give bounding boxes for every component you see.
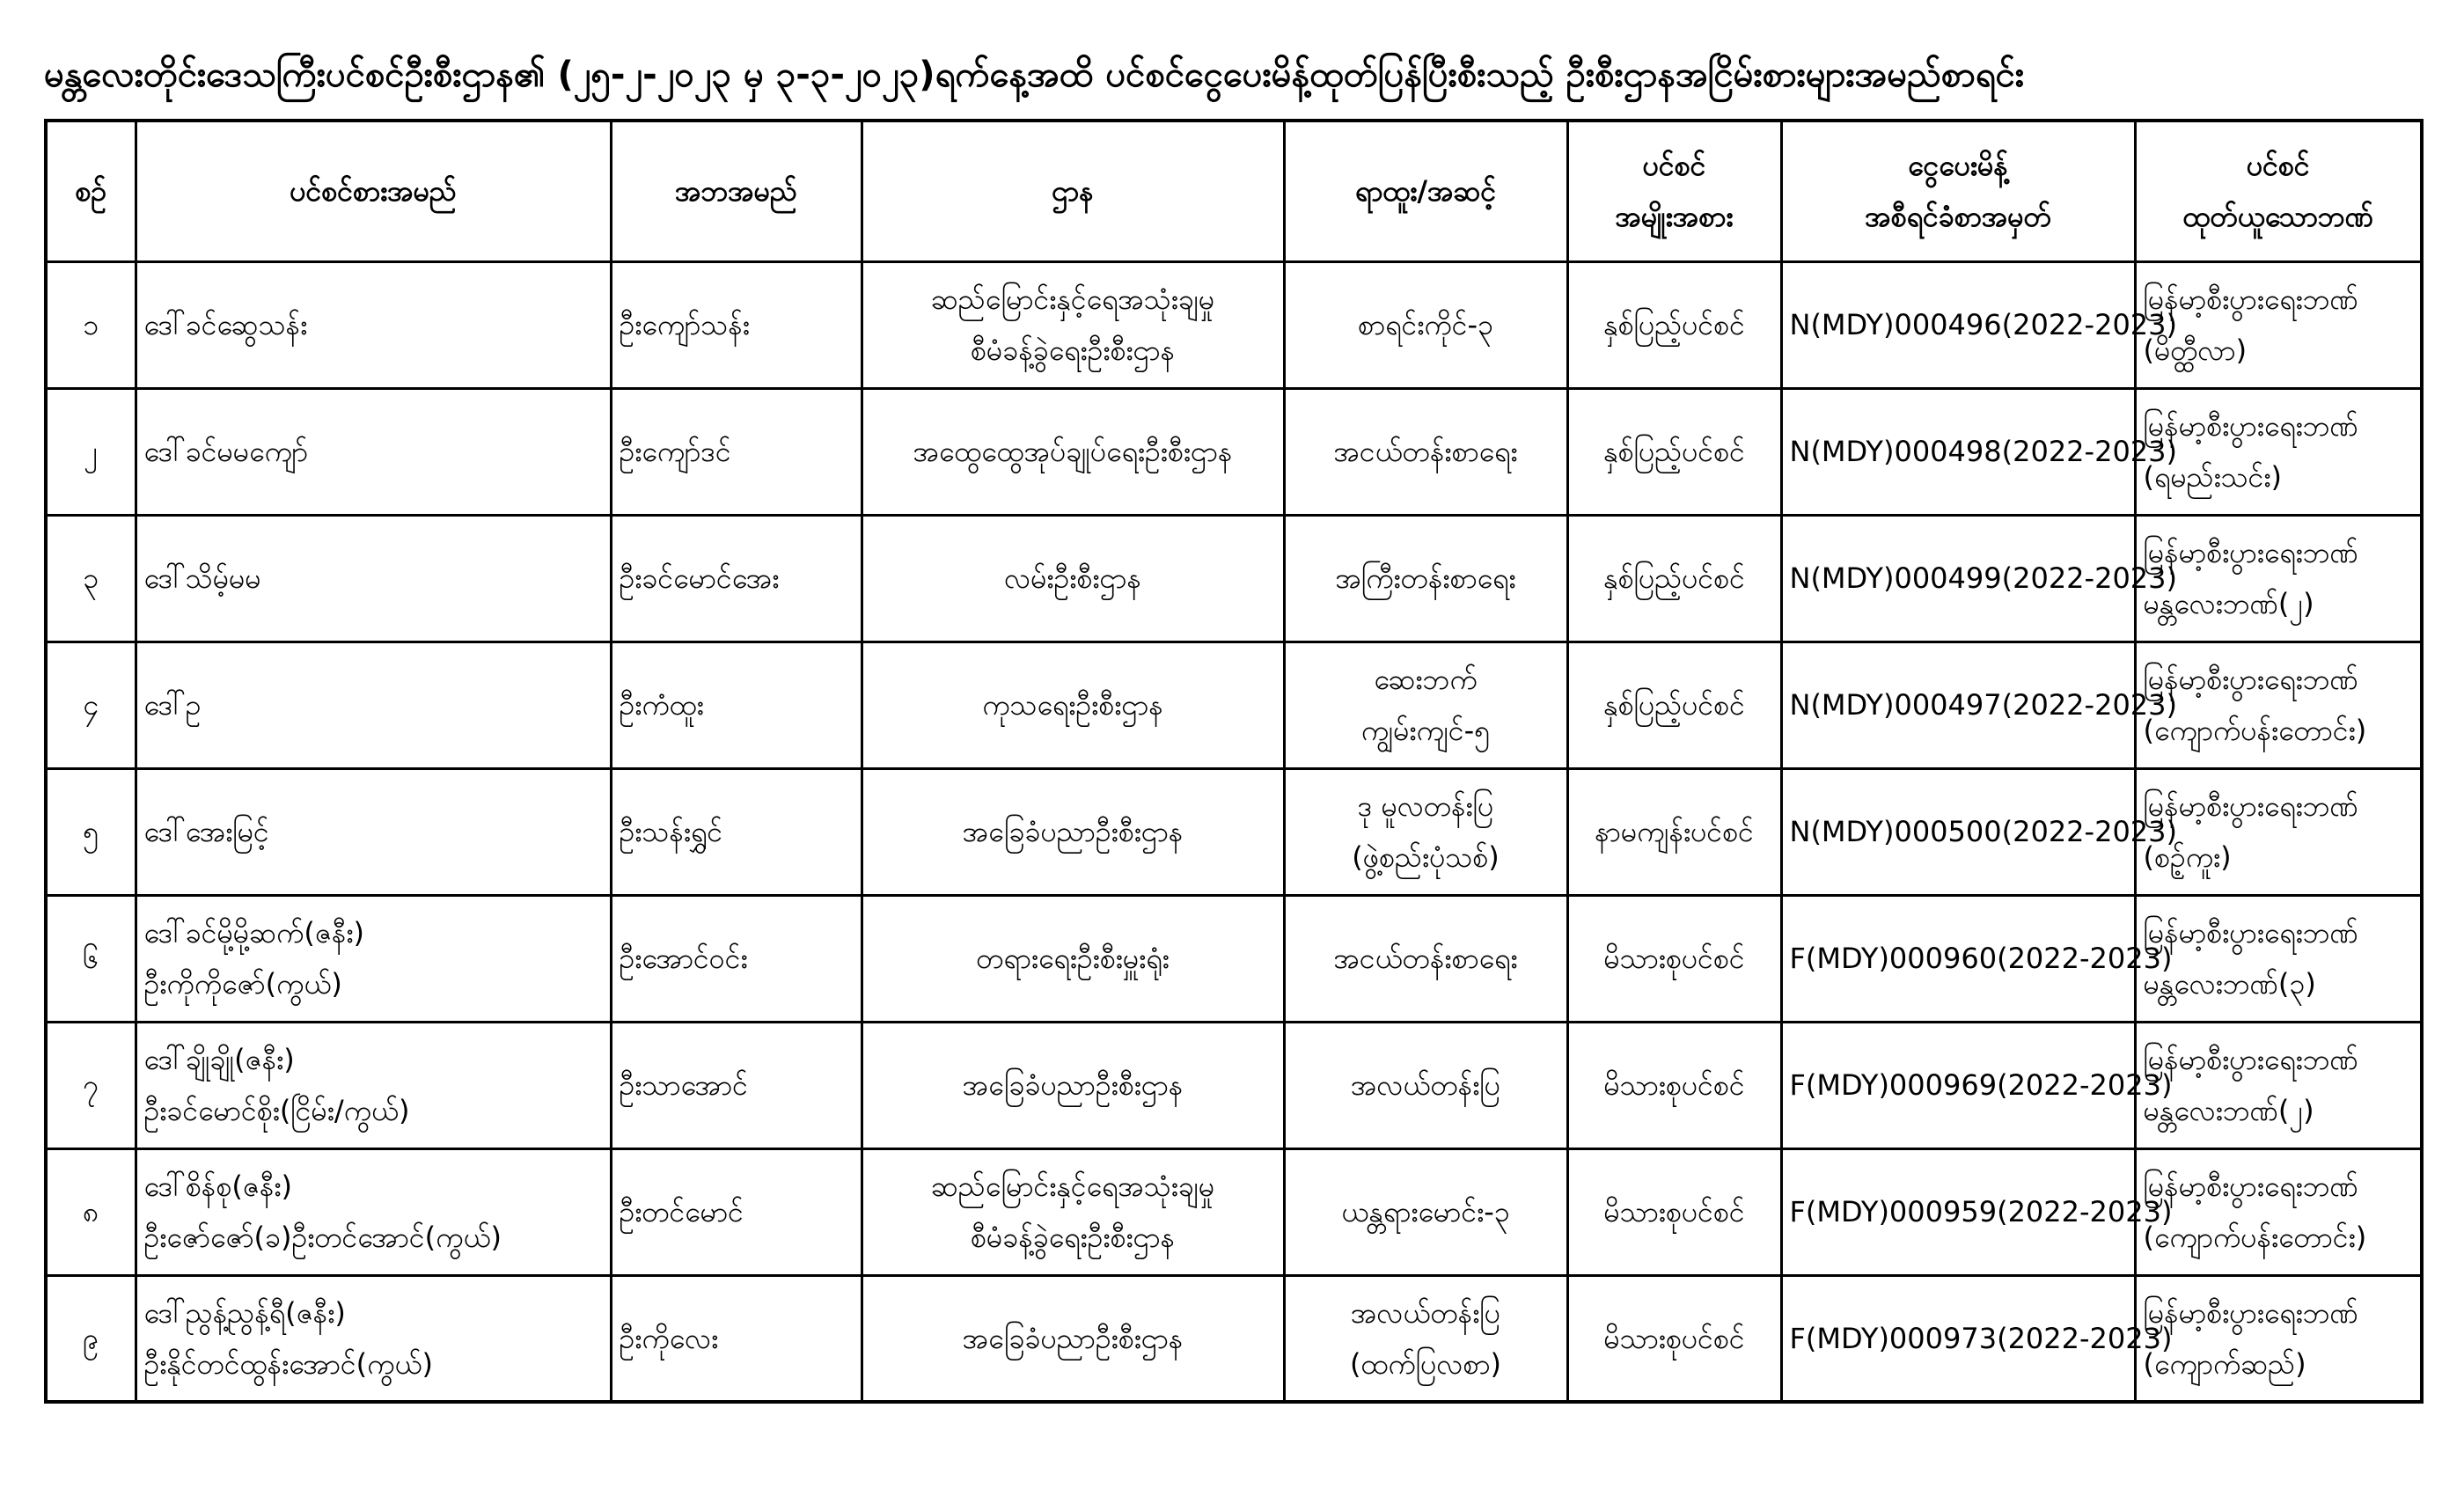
cell-dept <box>862 388 1284 515</box>
cell-code: N(MDY)000497(2022-2023) <box>1781 642 2135 768</box>
cell-bank-line2: (ကျောက်ပန်းတောင်း) <box>2143 1221 2367 1254</box>
cell-code: F(MDY)000969(2022-2023) <box>1781 1022 2135 1148</box>
cell-dept-line1: အခြေခံပညာဦးစီးဌာန <box>962 1321 1184 1355</box>
cell-name <box>136 261 611 388</box>
cell-bank-line1: မြန်မာ့စီးပွားရေးဘဏ် <box>2143 789 2358 823</box>
cell-bank-line2: (ရမည်းသင်း) <box>2143 460 2282 494</box>
cell-name <box>136 1275 611 1402</box>
header-dept: ဌာန <box>862 121 1284 261</box>
cell-bank <box>2135 895 2422 1022</box>
cell-rank-line1: စာရင်းကိုင်-၃ <box>1357 308 1493 341</box>
cell-father: ဦးသန်းရွှင် <box>611 768 862 895</box>
cell-type: နှစ်ပြည့်ပင်စင် <box>1567 642 1781 768</box>
cell-dept-line1: ဆည်မြောင်းနှင့်ရေအသုံးချမှု <box>930 1170 1215 1203</box>
cell-dept-line1: ဆည်မြောင်းနှင့်ရေအသုံးချမှု <box>930 282 1215 316</box>
cell-name-line1: ဒေါ်ခင်မို့မို့ဆက်(ဇနီး) <box>143 916 364 950</box>
cell-code: N(MDY)000496(2022-2023) <box>1781 261 2135 388</box>
cell-name-line2: ဦးခင်မောင်စိုး(ငြိမ်း/ကွယ်) <box>143 1094 410 1127</box>
cell-rank-line2: (ထက်ပြလစာ) <box>1350 1346 1501 1381</box>
cell-rank <box>1284 642 1567 768</box>
cell-type: နှစ်ပြည့်ပင်စင် <box>1567 261 1781 388</box>
cell-rank <box>1284 1275 1567 1402</box>
cell-type: နှစ်ပြည့်ပင်စင် <box>1567 388 1781 515</box>
cell-dept <box>862 1022 1284 1148</box>
cell-dept <box>862 1148 1284 1275</box>
cell-dept-line2: စီမံခန့်ခွဲရေးဦးစီးဌာန <box>970 334 1176 367</box>
cell-name-line1: ဒေါ်ခင်ဆွေသန်း <box>143 308 308 341</box>
cell-name-line1: ဒေါ်ညွန့်ညွန့်ရီ(ဇနီး) <box>143 1295 346 1330</box>
cell-bank-line2: မန္တလေးဘဏ်(၂) <box>2143 587 2314 620</box>
cell-rank-line1: အငယ်တန်းစာရေး <box>1333 942 1518 975</box>
cell-bank-line2: (စဉ့်ကူး) <box>2143 840 2232 874</box>
cell-bank-line1: မြန်မာ့စီးပွားရေးဘဏ် <box>2143 282 2358 316</box>
cell-code: N(MDY)000498(2022-2023) <box>1781 388 2135 515</box>
cell-father: ဦးကံထူး <box>611 642 862 768</box>
cell-name-line2: ဦးနိုင်တင်ထွန်းအောင်(ကွယ်) <box>143 1346 433 1381</box>
cell-name <box>136 1022 611 1148</box>
cell-bank-line2: မန္တလေးဘဏ်(၂) <box>2143 1094 2314 1127</box>
header-code-line1: ငွေပေးမိန့် <box>1908 149 2008 183</box>
table-row <box>46 642 2422 768</box>
cell-father: ဦးအောင်ဝင်း <box>611 895 862 1022</box>
cell-bank <box>2135 1022 2422 1148</box>
cell-dept-line1: လမ်းဦးစီးဌာန <box>1004 561 1141 595</box>
cell-rank-line1: အလယ်တန်းပြ <box>1351 1068 1500 1102</box>
cell-rank <box>1284 1148 1567 1275</box>
cell-dept <box>862 515 1284 642</box>
header-code-line2: အစီရင်ခံစာအမှတ် <box>1865 200 2051 234</box>
cell-name-line1: ဒေါ်စိန်စု(ဇနီး) <box>143 1170 292 1203</box>
header-no: စဉ် <box>46 121 136 261</box>
cell-type: နာမကျန်းပင်စင် <box>1567 768 1781 895</box>
cell-bank-line1: မြန်မာ့စီးပွားရေးဘဏ် <box>2143 536 2358 569</box>
header-name: ပင်စင်စားအမည် <box>136 121 611 261</box>
cell-bank-line2: (ကျောက်ပန်းတောင်း) <box>2143 714 2367 747</box>
cell-rank-line1: ဒု မူလတန်းပြ <box>1357 789 1494 823</box>
cell-dept-line2: စီမံခန့်ခွဲရေးဦးစီးဌာန <box>970 1221 1176 1254</box>
cell-rank-line1: အငယ်တန်းစာရေး <box>1333 435 1518 468</box>
header-code <box>1781 121 2135 261</box>
cell-bank-line1: မြန်မာ့စီးပွားရေးဘဏ် <box>2143 409 2358 443</box>
cell-name <box>136 642 611 768</box>
cell-code: N(MDY)000500(2022-2023) <box>1781 768 2135 895</box>
cell-rank-line2: (ဖွဲ့စည်းပုံသစ်) <box>1352 840 1500 874</box>
cell-no: ၉ <box>46 1275 136 1402</box>
cell-code: N(MDY)000499(2022-2023) <box>1781 515 2135 642</box>
cell-rank-line1: ယန္တရားမောင်း-၃ <box>1341 1195 1510 1228</box>
cell-type: မိသားစုပင်စင် <box>1567 1148 1781 1275</box>
cell-bank <box>2135 642 2422 768</box>
cell-dept <box>862 261 1284 388</box>
table-row <box>46 515 2422 642</box>
cell-no: ၈ <box>46 1148 136 1275</box>
cell-name <box>136 895 611 1022</box>
header-type <box>1567 121 1781 261</box>
cell-rank <box>1284 768 1567 895</box>
cell-code: F(MDY)000959(2022-2023) <box>1781 1148 2135 1275</box>
cell-father: ဦးသာအောင် <box>611 1022 862 1148</box>
cell-rank-line1: အလယ်တန်းပြ <box>1351 1295 1500 1330</box>
cell-name <box>136 1148 611 1275</box>
cell-rank-line2: ကျွမ်းကျင်-၅ <box>1360 714 1491 747</box>
header-type-line1: ပင်စင် <box>1642 149 1706 183</box>
cell-dept <box>862 895 1284 1022</box>
header-bank <box>2135 121 2422 261</box>
table-row <box>46 768 2422 895</box>
cell-bank-line1: မြန်မာ့စီးပွားရေးဘဏ် <box>2143 1043 2358 1076</box>
cell-bank-line1: မြန်မာ့စီးပွားရေးဘဏ် <box>2143 1295 2358 1330</box>
cell-dept-line1: ကုသရေးဦးစီးဌာန <box>982 688 1163 722</box>
cell-father: ဦးကျော်သန်း <box>611 261 862 388</box>
cell-dept <box>862 642 1284 768</box>
cell-bank-line1: မြန်မာ့စီးပွားရေးဘဏ် <box>2143 916 2358 950</box>
cell-bank-line1: မြန်မာ့စီးပွားရေးဘဏ် <box>2143 663 2358 696</box>
cell-name <box>136 515 611 642</box>
cell-dept <box>862 1275 1284 1402</box>
table-row <box>46 895 2422 1022</box>
cell-code: F(MDY)000960(2022-2023) <box>1781 895 2135 1022</box>
cell-bank <box>2135 261 2422 388</box>
cell-no: ၄ <box>46 642 136 768</box>
cell-bank-line2: (ကျောက်ဆည်) <box>2143 1346 2306 1381</box>
cell-no: ၁ <box>46 261 136 388</box>
table-row <box>46 261 2422 388</box>
cell-type: မိသားစုပင်စင် <box>1567 1022 1781 1148</box>
cell-name-line1: ဒေါ်သိမ့်မမ <box>143 561 261 595</box>
cell-type: နှစ်ပြည့်ပင်စင် <box>1567 515 1781 642</box>
cell-name-line1: ဒေါ်ချိုချို(ဇနီး) <box>143 1043 295 1076</box>
cell-rank <box>1284 895 1567 1022</box>
document-title: မန္တလေးတိုင်းဒေသကြီးပင်စင်ဦးစီးဌာန၏ (၂၅-၂-၂၀၂၃ မှ ၃-၃-၂၀၂၃)ရက်နေ့အထိ ပင်စင်ငွေပေးမိန့်ထုတ်ပြန်ပြီးစီးသည့် ဦးစီးဌာနအငြိမ်းစားများအမည်စာရင်း <box>44 55 2025 95</box>
cell-rank <box>1284 515 1567 642</box>
cell-bank <box>2135 768 2422 895</box>
cell-dept-line1: အခြေခံပညာဦးစီးဌာန <box>962 1068 1184 1102</box>
table-row <box>46 1022 2422 1148</box>
cell-father: ဦးတင်မောင် <box>611 1148 862 1275</box>
cell-father: ဦးကျော်ဒင် <box>611 388 862 515</box>
cell-rank <box>1284 388 1567 515</box>
cell-no: ၃ <box>46 515 136 642</box>
cell-bank <box>2135 388 2422 515</box>
cell-no: ၆ <box>46 895 136 1022</box>
cell-bank-line1: မြန်မာ့စီးပွားရေးဘဏ် <box>2143 1170 2358 1203</box>
cell-bank <box>2135 1148 2422 1275</box>
cell-type: မိသားစုပင်စင် <box>1567 895 1781 1022</box>
pension-records-table <box>44 119 2424 1404</box>
header-type-line2: အမျိုးအစား <box>1615 200 1734 234</box>
table-row <box>46 1275 2422 1402</box>
cell-rank-line1: ဆေးဘက် <box>1374 663 1478 696</box>
cell-rank <box>1284 261 1567 388</box>
cell-dept-line1: အခြေခံပညာဦးစီးဌာန <box>962 815 1184 848</box>
cell-type: မိသားစုပင်စင် <box>1567 1275 1781 1402</box>
cell-name-line2: ဦးကိုကိုဇော်(ကွယ်) <box>143 967 342 1001</box>
table-row <box>46 388 2422 515</box>
cell-no: ၇ <box>46 1022 136 1148</box>
cell-bank <box>2135 515 2422 642</box>
cell-no: ၅ <box>46 768 136 895</box>
cell-bank-line2: (မိတ္ထီလာ) <box>2143 334 2248 367</box>
cell-code: F(MDY)000973(2022-2023) <box>1781 1275 2135 1402</box>
cell-name <box>136 768 611 895</box>
cell-bank <box>2135 1275 2422 1402</box>
cell-dept <box>862 768 1284 895</box>
header-bank-line1: ပင်စင် <box>2246 149 2310 183</box>
table-row <box>46 1148 2422 1275</box>
cell-father: ဦးကိုလေး <box>611 1275 862 1402</box>
header-bank-line2: ထုတ်ယူသောဘဏ် <box>2182 200 2373 234</box>
header-father: အဘအမည် <box>611 121 862 261</box>
cell-father: ဦးခင်မောင်အေး <box>611 515 862 642</box>
header-row <box>46 121 2422 261</box>
cell-dept-line1: အထွေထွေအုပ်ချုပ်ရေးဦးစီးဌာန <box>913 435 1233 468</box>
cell-name <box>136 388 611 515</box>
cell-name-line1: ဒေါ်ခင်မမကျော် <box>143 435 308 468</box>
cell-rank-line1: အကြီးတန်းစာရေး <box>1335 561 1516 595</box>
cell-name-line2: ဦးဇော်ဇော်(ခ)ဦးတင်အောင်(ကွယ်) <box>143 1221 502 1254</box>
cell-rank <box>1284 1022 1567 1148</box>
cell-name-line1: ဒေါ်ဥ <box>143 688 202 722</box>
cell-name-line1: ဒေါ်အေးမြင့် <box>143 815 269 848</box>
cell-bank-line2: မန္တလေးဘဏ်(၃) <box>2143 967 2316 1001</box>
header-rank: ရာထူး/အဆင့် <box>1284 121 1567 261</box>
cell-no: ၂ <box>46 388 136 515</box>
cell-dept-line1: တရားရေးဦးစီးမှူးရုံး <box>976 942 1170 975</box>
